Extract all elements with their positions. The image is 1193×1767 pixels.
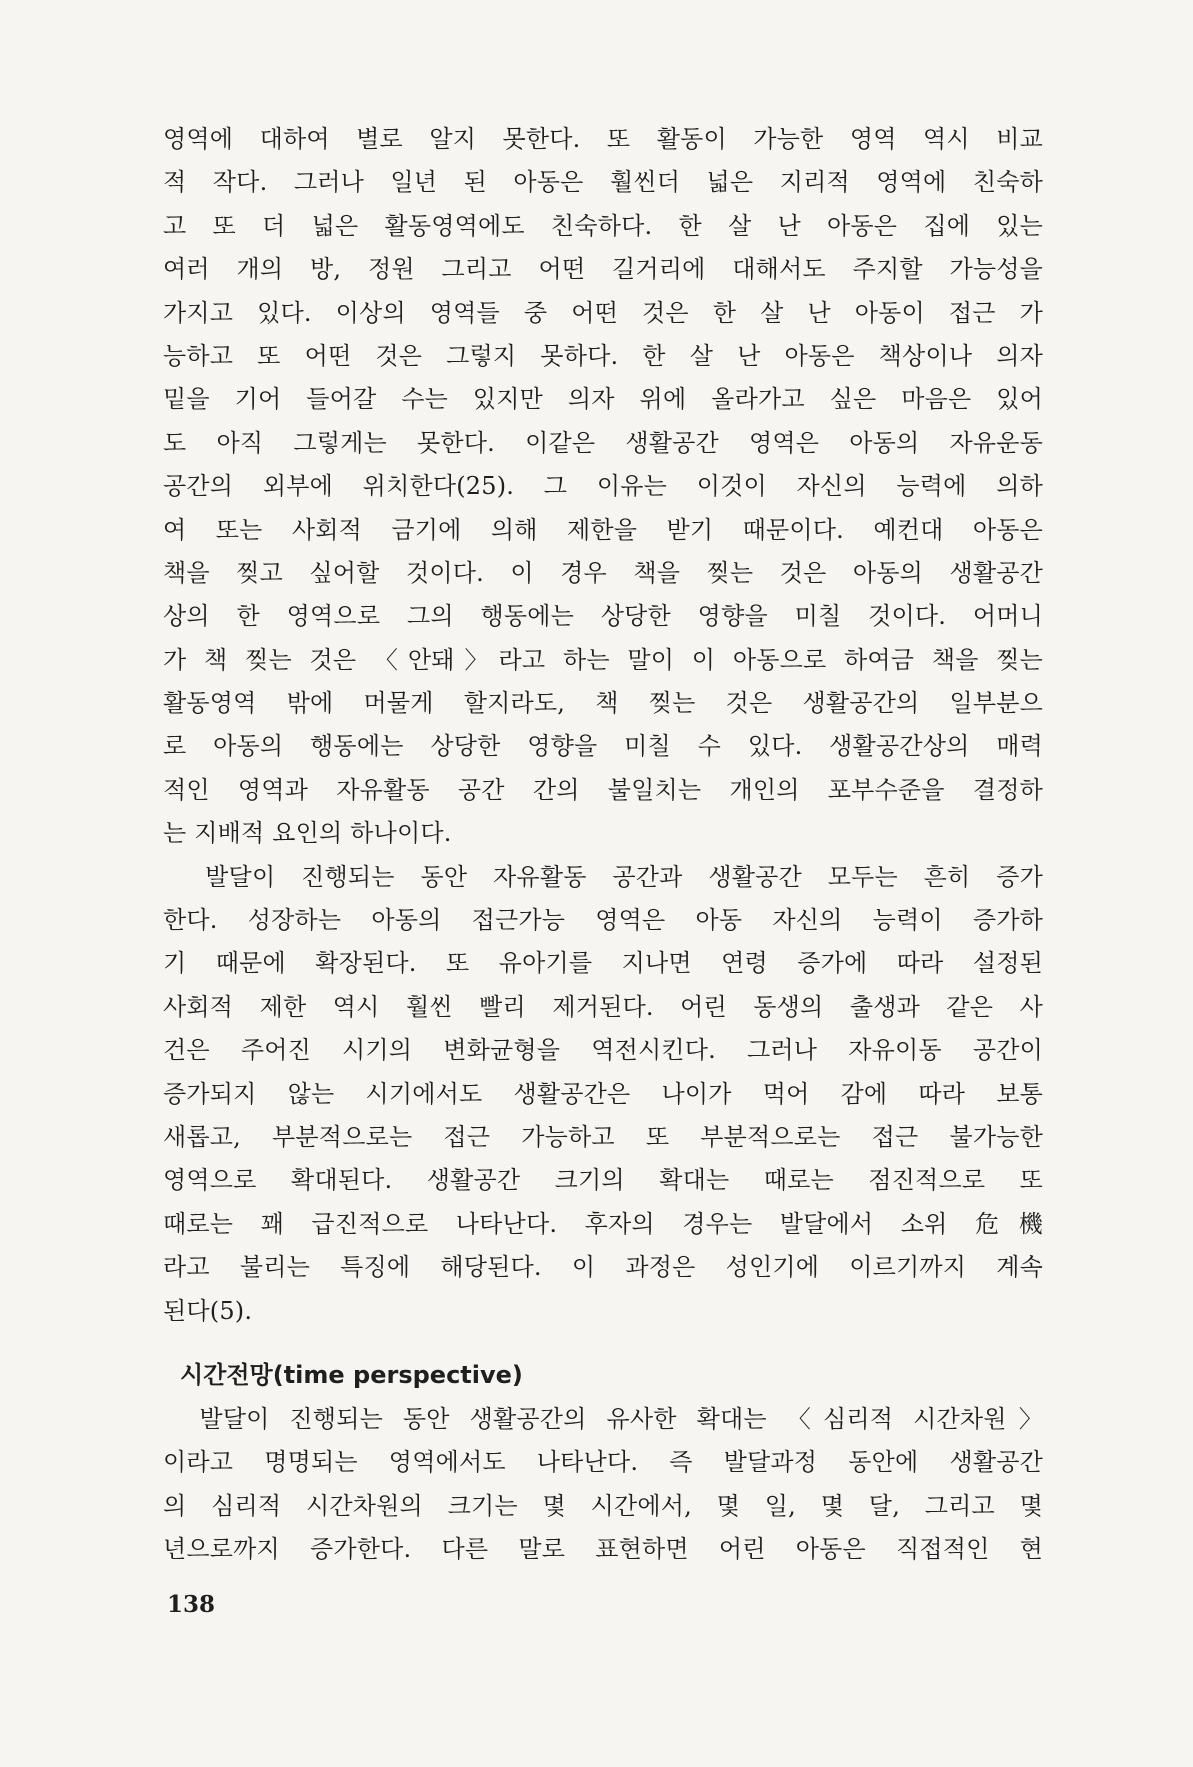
body-line: 기 때문에 확장된다. 또 유아기를 지나면 연령 증가에 따라 설정된	[163, 949, 1043, 978]
body-line: 가지고 있다. 이상의 영역들 중 어떤 것은 한 살 난 아동이 접근 가	[163, 298, 1043, 327]
body-line: 때로는 꽤 급진적으로 나타난다. 후자의 경우는 발달에서 소위 危機	[163, 1209, 1043, 1238]
body-line: 능하고 또 어떤 것은 그렇지 못하다. 한 살 난 아동은 책상이나 의자	[163, 341, 1043, 370]
body-line: 는 지배적 요인의 하나이다.	[163, 819, 452, 848]
body-line: 가 책 찢는 것은 〈안돼〉라고 하는 말이 이 아동으로 하여금 책을 찢는	[163, 645, 1043, 674]
body-line: 밑을 기어 들어갈 수는 있지만 의자 위에 올라가고 싶은 마음은 있어	[163, 385, 1043, 414]
body-line: 도 아직 그렇게는 못한다. 이같은 생활공간 영역은 아동의 자유운동	[163, 428, 1043, 457]
body-line: 된다(5).	[163, 1296, 253, 1325]
body-line: 고 또 더 넓은 활동영역에도 친숙하다. 한 살 난 아동은 집에 있는	[163, 211, 1043, 240]
body-line: 건은 주어진 시기의 변화균형을 역전시킨다. 그러나 자유이동 공간이	[163, 1036, 1043, 1065]
body-line: 공간의 외부에 위치한다(25). 그 이유는 이것이 자신의 능력에 의하	[163, 472, 1043, 501]
section-heading: 시간전망(time perspective)	[180, 1361, 523, 1389]
body-line: 라고 불리는 특징에 해당된다. 이 과정은 성인기에 이르기까지 계속	[163, 1253, 1043, 1282]
section-paragraph	[163, 1398, 1043, 1572]
body-line: 영역에 대하여 별로 알지 못한다. 또 활동이 가능한 영역 역시 비교	[163, 125, 1043, 153]
section-line: 이라고 명명되는 영역에서도 나타난다. 즉 발달과정 동안에 생활공간	[163, 1448, 1043, 1477]
body-line: 적 작다. 그러나 일년 된 아동은 훨씬더 넓은 지리적 영역에 친숙하	[163, 168, 1043, 197]
body-line: 책을 찢고 싶어할 것이다. 이 경우 책을 찢는 것은 아동의 생활공간	[163, 558, 1043, 587]
body-line: 한다. 성장하는 아동의 접근가능 영역은 아동 자신의 능력이 증가하	[163, 906, 1043, 935]
body-line: 로 아동의 행동에는 상당한 영향을 미칠 수 있다. 생활공간상의 매력	[163, 732, 1043, 761]
body-line: 발달이 진행되는 동안 자유활동 공간과 생활공간 모두는 흔히 증가	[163, 862, 1043, 891]
body-line: 여러 개의 방, 정원 그리고 어떤 길거리에 대해서도 주지할 가능성을	[163, 255, 1043, 284]
body-line: 증가되지 않는 시기에서도 생활공간은 나이가 먹어 감에 따라 보통	[163, 1079, 1043, 1108]
body-line: 활동영역 밖에 머물게 할지라도, 책 찢는 것은 생활공간의 일부분으	[163, 689, 1043, 718]
body-line: 사회적 제한 역시 훨씬 빨리 제거된다. 어린 동생의 출생과 같은 사	[163, 992, 1043, 1021]
body-paragraphs	[163, 118, 1043, 1333]
body-line: 새롭고, 부분적으로는 접근 가능하고 또 부분적으로는 접근 불가능한	[163, 1122, 1043, 1151]
body-line: 영역으로 확대된다. 생활공간 크기의 확대는 때로는 점진적으로 또	[163, 1166, 1043, 1195]
section-line: 발달이 진행되는 동안 생활공간의 유사한 확대는 〈심리적 시간차원〉	[163, 1405, 1043, 1433]
body-line: 적인 영역과 자유활동 공간 간의 불일치는 개인의 포부수준을 결정하	[163, 775, 1043, 804]
page-number: 138	[167, 1591, 216, 1618]
section-line: 의 심리적 시간차원의 크기는 몇 시간에서, 몇 일, 몇 달, 그리고 몇	[163, 1491, 1043, 1520]
body-line: 여 또는 사회적 금기에 의해 제한을 받기 때문이다. 예컨대 아동은	[163, 515, 1043, 544]
section-line: 년으로까지 증가한다. 다른 말로 표현하면 어린 아동은 직접적인 현	[163, 1535, 1043, 1564]
body-line: 상의 한 영역으로 그의 행동에는 상당한 영향을 미칠 것이다. 어머니	[163, 602, 1043, 631]
